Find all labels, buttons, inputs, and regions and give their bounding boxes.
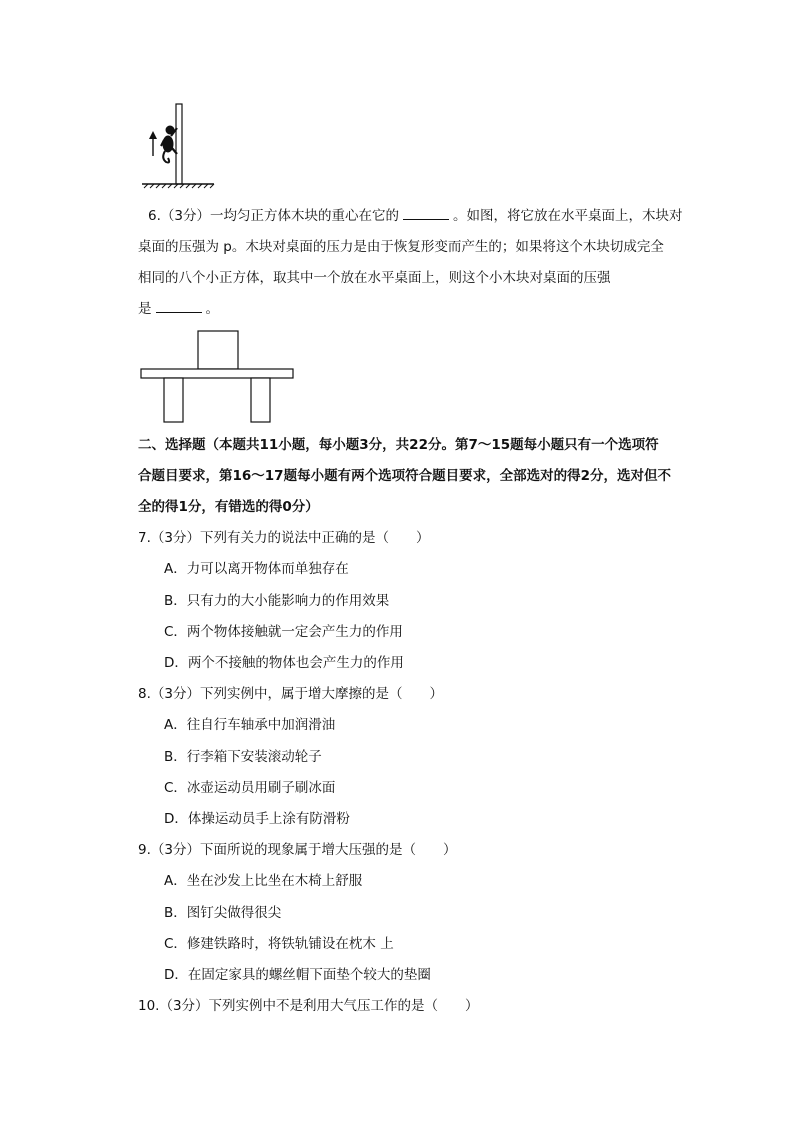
q6-line-3: 相同的八个小正方体，取其中一个放在水平桌面上，则这个小木块对桌面的压强: [138, 270, 611, 286]
q10-stem: 10.（3分）下列实例中不是利用大气压工作的是（ ）: [138, 998, 479, 1014]
q9-option-b[interactable]: B．图钉尖做得很尖: [164, 905, 282, 921]
section2-line-2: 合题目要求，第16～17题每小题有两个选项符合题目要求，全部选对的得2分，选对但不: [138, 468, 671, 484]
q7-option-b[interactable]: B．只有力的大小能影响力的作用效果: [164, 593, 390, 609]
q8-option-b[interactable]: B．行李箱下安装滚动轮子: [164, 749, 322, 765]
q7-option-c[interactable]: C．两个物体接触就一定会产生力的作用: [164, 624, 403, 640]
q6-line-2: 桌面的压强为 p。木块对桌面的压力是由于恢复形变而产生的；如果将这个木块切成完全: [138, 239, 664, 255]
q7-option-a[interactable]: A．力可以离开物体而单独存在: [164, 561, 349, 577]
q6-text-1a: 6.（3分）一均匀正方体木块的重心在它的: [148, 208, 399, 224]
q7-option-d[interactable]: D．两个不接触的物体也会产生力的作用: [164, 655, 404, 671]
q6-blank-2[interactable]: [156, 300, 202, 313]
q6-blank-1[interactable]: [403, 207, 449, 220]
q6-text-4b: 。: [205, 301, 219, 317]
q9-option-d[interactable]: D．在固定家具的螺丝帽下面垫个较大的垫圈: [164, 967, 431, 983]
q9-option-c[interactable]: C．修建铁路时，将铁轨铺设在枕木 上: [164, 936, 394, 952]
q8-option-d[interactable]: D．体操运动员手上涂有防滑粉: [164, 811, 350, 827]
q8-option-a[interactable]: A．往自行车轴承中加润滑油: [164, 717, 336, 733]
q9-stem: 9.（3分）下面所说的现象属于增大压强的是（ ）: [138, 842, 457, 858]
climbing-monkey-figure: [138, 102, 218, 190]
section2-line-3: 全的得1分，有错选的得0分）: [138, 499, 319, 515]
q8-option-c[interactable]: C．冰壶运动员用刷子刷冰面: [164, 780, 336, 796]
q6-text-4a: 是: [138, 301, 152, 317]
q6-line-1: [0, 207, 794, 225]
section2-line-1: 二、选择题（本题共11小题，每小题3分，共22分。第7～15题每小题只有一个选项符: [138, 437, 659, 453]
q7-stem: 7.（3分）下列有关力的说法中正确的是（ ）: [138, 530, 430, 546]
q8-stem: 8.（3分）下列实例中，属于增大摩擦的是（ ）: [138, 686, 443, 702]
q9-option-a[interactable]: A．坐在沙发上比坐在木椅上舒服: [164, 873, 363, 889]
q6-line-4: [138, 300, 219, 318]
q6-text-1b: 。如图，将它放在水平桌面上，木块对: [452, 208, 683, 224]
block-on-table-figure: [140, 330, 296, 424]
